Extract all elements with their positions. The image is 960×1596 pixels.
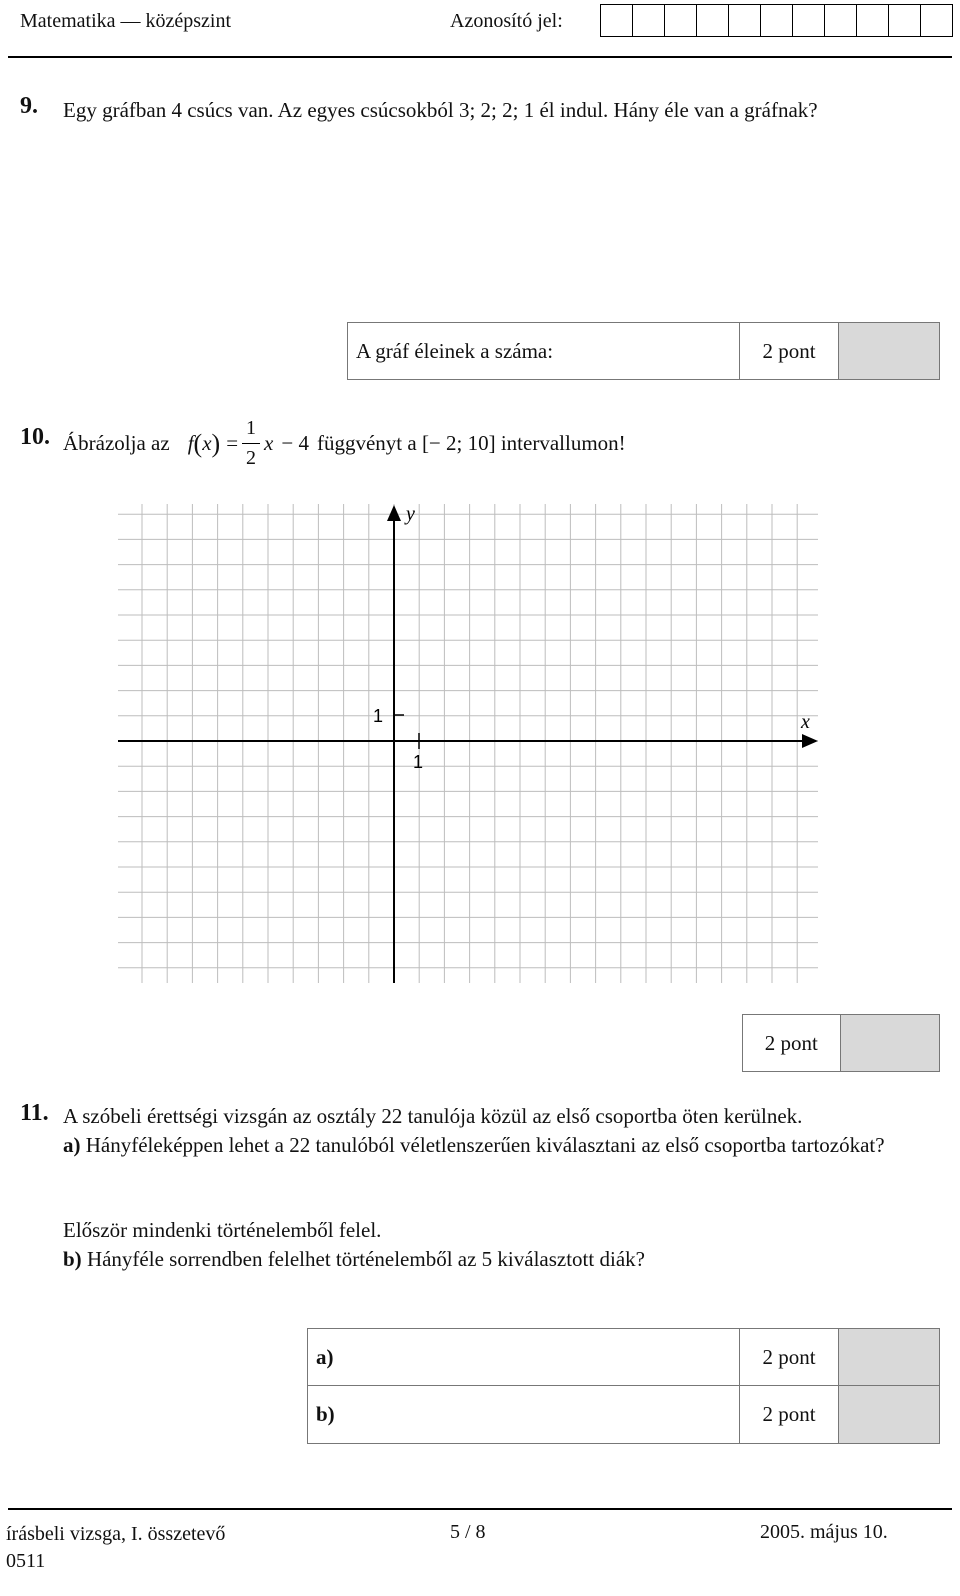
footer-exam: írásbeli vizsga, I. összetevő [6, 1523, 226, 1545]
footer-page: 5 / 8 [450, 1521, 486, 1543]
q10-fraction: $\frac{1}{2}$ [242, 414, 260, 473]
q9-text: Egy gráfban 4 csúcs van. Az egyes csúcsokból 3; 2; 2; 1 él indul. Hány éle van a gráfnak? [63, 98, 818, 122]
q10-score-cell[interactable] [840, 1015, 939, 1071]
q11-a [63, 1131, 938, 1160]
footer-code: 0511 [6, 1550, 46, 1572]
q10-func-x: x [202, 430, 212, 455]
q11-answer-b-box [307, 1385, 940, 1444]
q10-func-f: f [187, 430, 194, 455]
q9-points: 2 pont [739, 323, 838, 379]
q10-func-rest: − 4 [281, 430, 309, 455]
tick-x-label: 1 [413, 752, 424, 772]
q11-answer-b-points: 2 pont [739, 1386, 838, 1443]
tick-y-label: 1 [373, 706, 384, 726]
q11-b-label: b) [63, 1247, 82, 1271]
axis-x-label: x [801, 711, 810, 733]
q11-b [63, 1245, 645, 1274]
footer-left [6, 1521, 225, 1575]
q11-mid: Először mindenki történelemből felel. [63, 1218, 382, 1242]
q11-b-text: Hányféle sorrendben felelhet történelemből az 5 kiválasztott diák? [86, 1247, 645, 1271]
q9-number: 9. [20, 93, 38, 119]
q10-func-rest-x: x [264, 430, 274, 455]
y-axis-arrow [387, 505, 401, 521]
q11-answer-a-box [307, 1328, 940, 1386]
q10-number: 10. [20, 424, 50, 450]
header-subject: Matematika — középszint [20, 10, 232, 32]
q11-a-text: Hányféleképpen lehet a 22 tanulóból véletlenszerűen kiválasztani az első csoportba tartozókat? [85, 1133, 885, 1157]
q10-text-before: Ábrázolja az [63, 430, 170, 455]
q11-a-label: a) [63, 1133, 81, 1157]
q10-text-after: függvényt a [− 2; 10] intervallumon! [316, 430, 626, 455]
q10-points-box [742, 1014, 940, 1072]
q10-text: Ábrázolja az f ( x ) = $\frac{1}{2}$ x − 4 függvényt a [− 2; 10] intervallumon! [63, 410, 626, 476]
q10-equals: = [226, 430, 239, 455]
q9-answer-label: A gráf éleinek a száma: [356, 338, 554, 363]
header-id-label: Azonosító jel: [450, 10, 563, 32]
q11-answer-b-label: b) [316, 1402, 335, 1426]
q11-answer-a-label: a) [316, 1344, 334, 1369]
grid-lines [118, 504, 818, 983]
q11-answer-a-points: 2 pont [739, 1329, 838, 1385]
footer-date: 2005. május 10. [760, 1521, 888, 1543]
x-axis-arrow [802, 734, 818, 748]
q10-points: 2 pont [764, 1030, 818, 1055]
q11-answer-b-score[interactable] [838, 1386, 939, 1443]
axis-y-label: y [406, 503, 415, 525]
q11-answer-a-score[interactable] [838, 1329, 939, 1385]
footer-rule [8, 1508, 952, 1510]
q11-intro: A szóbeli érettségi vizsgán az osztály 22 tanulója közül az első csoportba öten kerülnek. [63, 1104, 803, 1128]
q11-number: 11. [20, 1100, 49, 1126]
